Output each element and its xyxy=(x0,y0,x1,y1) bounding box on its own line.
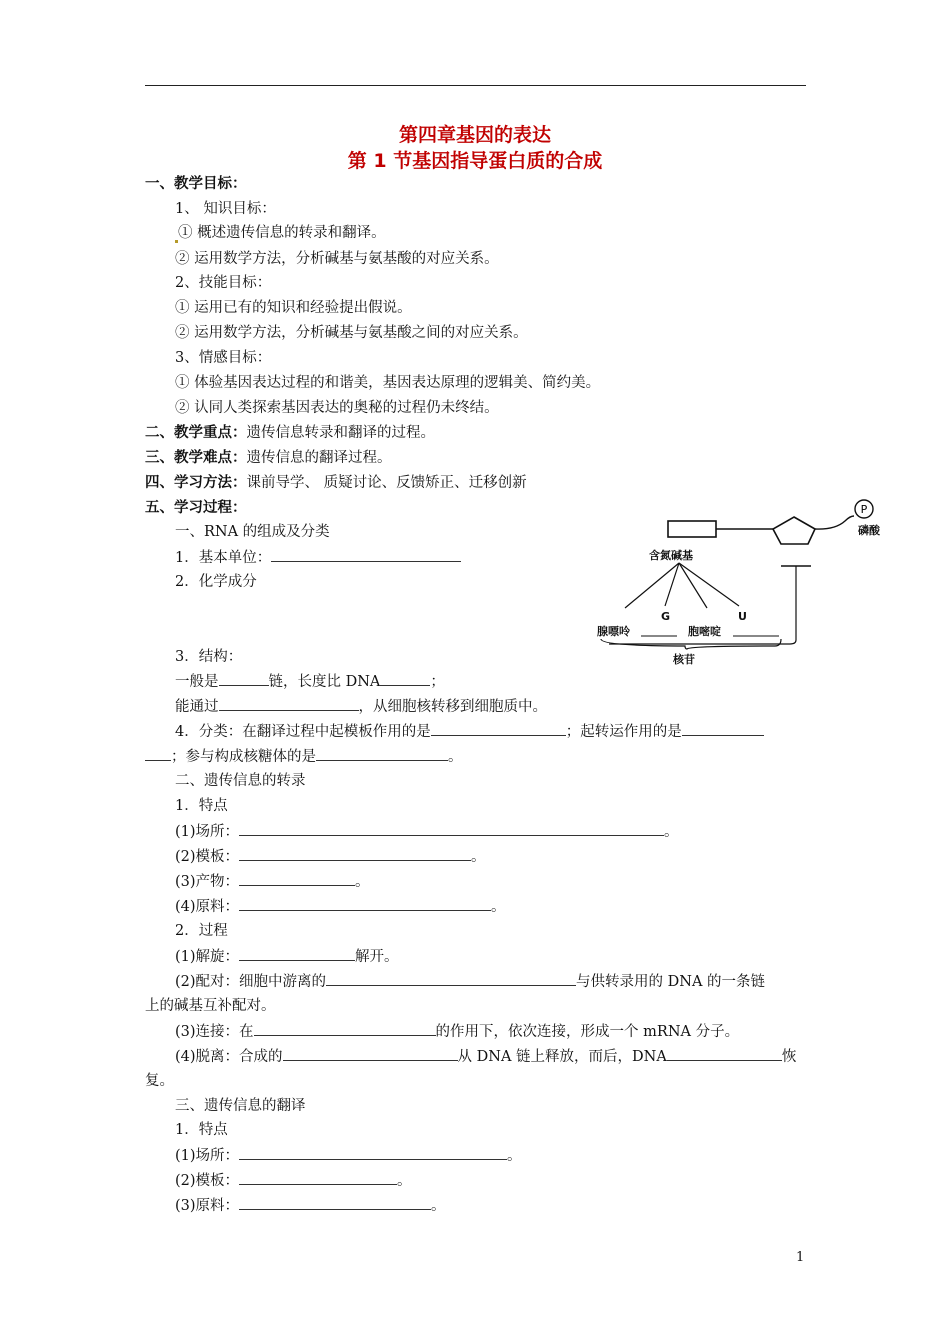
blank-field[interactable] xyxy=(682,721,764,736)
rna-chem: 2．化学成分 xyxy=(175,574,257,590)
blank-field[interactable] xyxy=(239,1170,397,1185)
emotion-goal-1: ① 体验基因表达过程的和谐美，基因表达原理的逻辑美、简约美。 xyxy=(175,375,601,391)
bond-line xyxy=(815,516,854,529)
blank-field[interactable] xyxy=(239,846,471,861)
translation-feature: 1．特点 xyxy=(175,1122,228,1138)
blank-field[interactable] xyxy=(239,946,355,961)
rna-structure-line2: 能通过 ，从细胞核转移到细胞质中。 xyxy=(175,696,547,717)
phosphate-symbol: P xyxy=(860,503,868,516)
blank-field[interactable] xyxy=(380,671,430,686)
blank-field[interactable] xyxy=(326,971,576,986)
difficult-points: 三、教学难点：遗传信息的翻译过程。 xyxy=(145,450,392,466)
adenine-label: 腺嘌呤 xyxy=(597,625,630,638)
branch-line xyxy=(679,563,739,606)
pentose-icon xyxy=(773,517,815,544)
emotion-goal: 3、情感目标： xyxy=(175,350,272,366)
blank-field[interactable] xyxy=(271,547,461,562)
blank-field[interactable] xyxy=(239,896,491,911)
bracket-line xyxy=(609,640,796,644)
rna-structure-line1: 一般是 链，长度比 DNA ； xyxy=(175,671,445,692)
header-rule xyxy=(145,85,806,86)
rna-structure: 3．结构： xyxy=(175,649,243,665)
emotion-goal-2: ② 认同人类探索基因表达的奥秘的过程仍未终结。 xyxy=(175,400,499,416)
transcription-material: (4)原料： 。 xyxy=(175,896,506,917)
blank-field[interactable] xyxy=(145,746,171,761)
translation-site: (1)场所： 。 xyxy=(175,1145,522,1166)
blank-field[interactable] xyxy=(239,1145,507,1160)
process-linking: (3)连接：在 的作用下，依次连接，形成一个 mRNA 分子。 xyxy=(175,1021,739,1042)
blank-field[interactable] xyxy=(283,1046,458,1061)
translation-material: (3)原料： 。 xyxy=(175,1195,446,1216)
rna-class-line2: ；参与构成核糖体的是 。 xyxy=(145,746,463,767)
knowledge-goal: 1、 知识目标： xyxy=(175,201,276,217)
base-g-label: G xyxy=(661,610,671,623)
blank-field[interactable] xyxy=(431,721,566,736)
branch-line xyxy=(625,563,679,608)
branch-line xyxy=(679,563,707,608)
blank-field[interactable] xyxy=(316,746,448,761)
base-label: 含氮碱基 xyxy=(649,549,693,562)
transcription-title: 二、遗传信息的转录 xyxy=(175,773,306,789)
ability-goal: 2、技能目标： xyxy=(175,275,272,291)
nucleoside-label: 核苷 xyxy=(673,653,695,666)
page-number: 1 xyxy=(796,1250,805,1265)
translation-title: 三、遗传信息的翻译 xyxy=(175,1098,306,1114)
ability-goal-2: ② 运用数学方法，分析碱基与氨基酸之间的对应关系。 xyxy=(175,325,528,341)
transcription-process: 2．过程 xyxy=(175,923,228,939)
cytosine-label: 胞嘧啶 xyxy=(688,625,721,638)
transcription-product: (3)产物： 。 xyxy=(175,871,370,892)
process-unwind: (1)解旋： 解开。 xyxy=(175,946,399,967)
transcription-feature: 1．特点 xyxy=(175,798,228,814)
rna-class-line1: 4．分类：在翻译过程中起模板作用的是 ；起转运作用的是 xyxy=(175,721,764,742)
section-title: 第 1 节基因指导蛋白质的合成 xyxy=(347,150,603,172)
transcription-site: (1)场所： 。 xyxy=(175,821,679,842)
rna-title: 一、RNA 的组成及分类 xyxy=(175,524,330,540)
s5-heading: 五、学习过程： xyxy=(145,500,247,516)
blank-field[interactable] xyxy=(219,671,269,686)
process-pairing: (2)配对：细胞中游离的 与供转录用的 DNA 的一条链 xyxy=(175,971,765,992)
s1-heading: 一、教学目标： xyxy=(145,176,247,192)
process-pairing-cont: 上的碱基互补配对。 xyxy=(145,998,276,1014)
ability-goal-1: ① 运用已有的知识和经验提出假说。 xyxy=(175,300,412,316)
process-release-cont: 复。 xyxy=(145,1073,174,1089)
base-box xyxy=(668,521,716,537)
transcription-template: (2)模板： 。 xyxy=(175,846,486,867)
blank-field[interactable] xyxy=(239,1195,431,1210)
chapter-title: 第四章基因的表达 xyxy=(398,124,551,146)
rna-unit: 1．基本单位： xyxy=(175,547,461,568)
key-points: 二、教学重点：遗传信息转录和翻译的过程。 xyxy=(145,425,435,441)
knowledge-goal-1: ① 概述遗传信息的转录和翻译。 xyxy=(175,223,386,243)
blank-field[interactable] xyxy=(254,1021,436,1036)
nucleotide-diagram xyxy=(595,496,895,668)
base-u-label: U xyxy=(738,610,747,623)
translation-template: (2)模板： 。 xyxy=(175,1170,412,1191)
phosphate-label: 磷酸 xyxy=(858,524,880,537)
study-method: 四、学习方法：课前导学、 质疑讨论、反馈矫正、迁移创新 xyxy=(145,475,527,491)
blank-field[interactable] xyxy=(239,871,355,886)
blank-field[interactable] xyxy=(219,696,359,711)
blank-field[interactable] xyxy=(667,1046,782,1061)
blank-field[interactable] xyxy=(239,821,664,836)
process-release: (4)脱离：合成的 从 DNA 链上释放，而后，DNA 恢 xyxy=(175,1046,796,1067)
knowledge-goal-2: ② 运用数学方法，分析碱基与氨基酸的对应关系。 xyxy=(175,251,499,267)
